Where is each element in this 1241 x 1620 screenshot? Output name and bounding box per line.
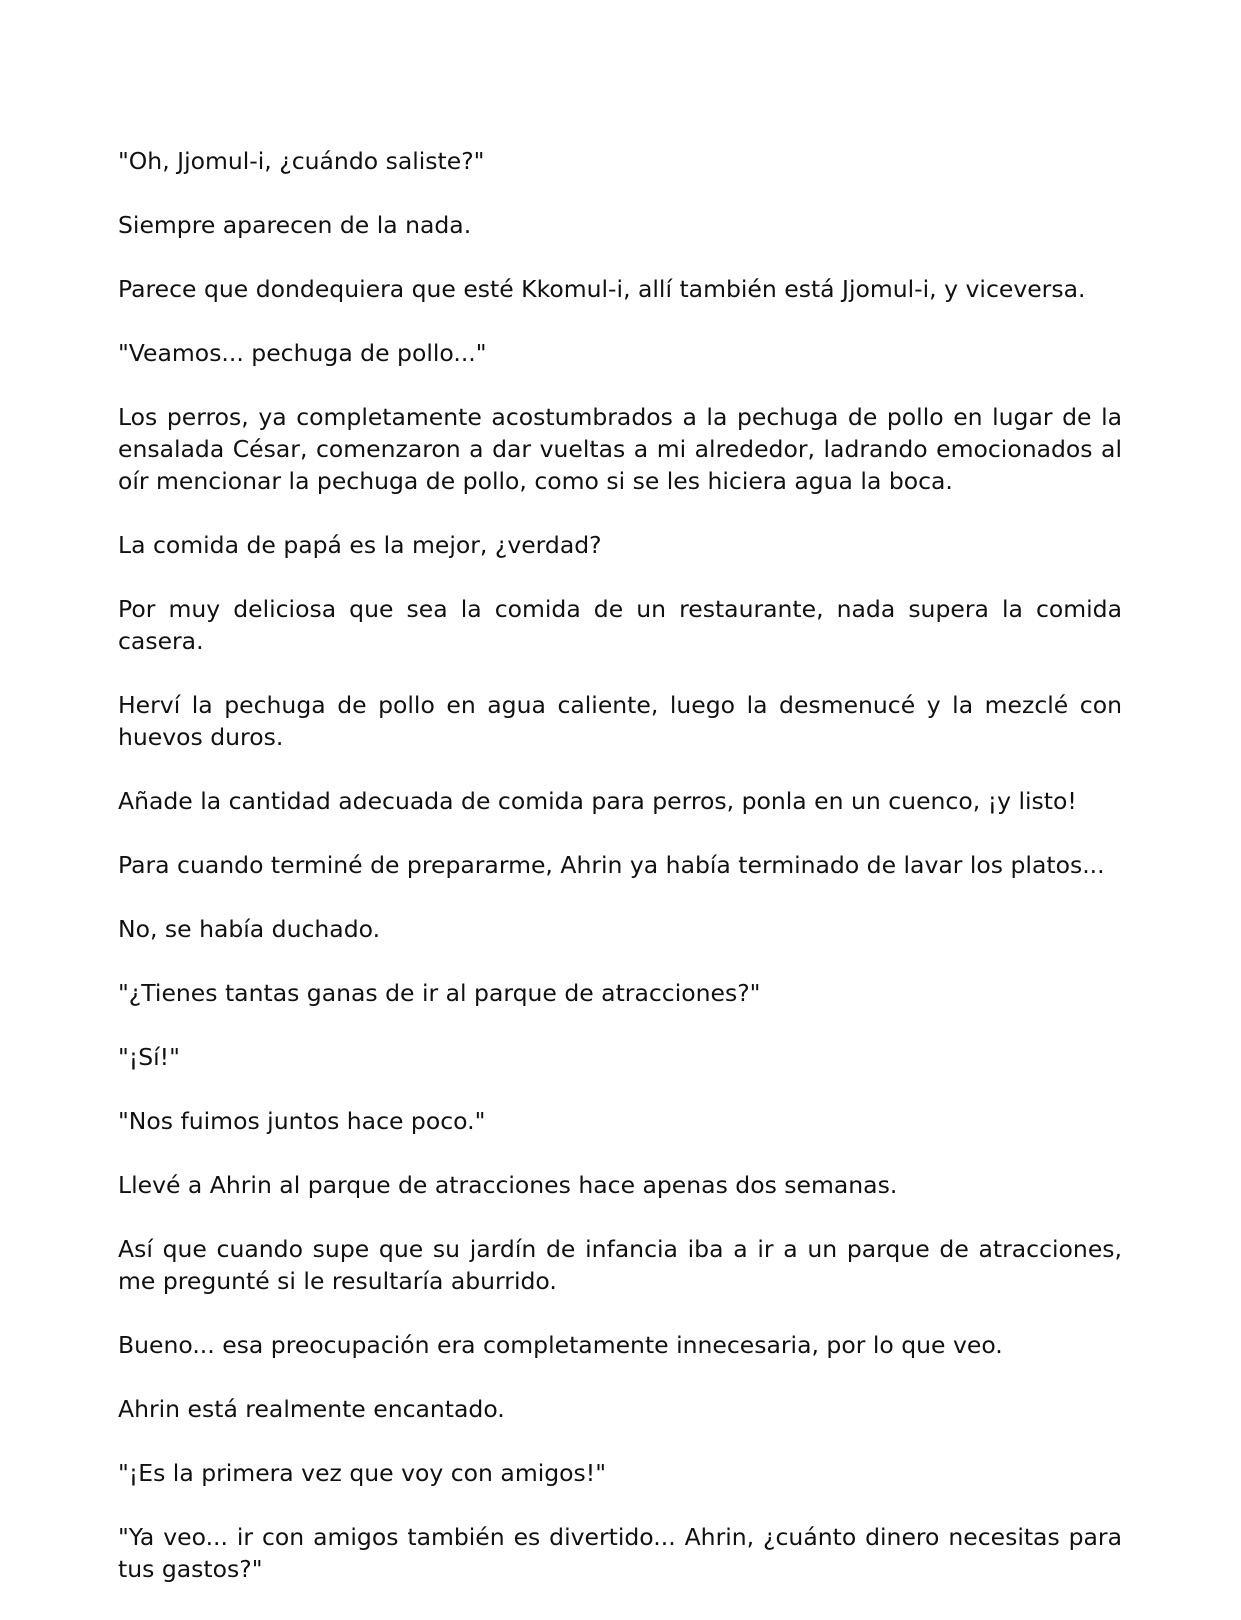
paragraph: "Nos fuimos juntos hace poco." xyxy=(118,1107,486,1135)
paragraph: Ahrin está realmente encantado. xyxy=(118,1395,505,1423)
paragraph: No, se había duchado. xyxy=(118,915,381,943)
paragraph: "Veamos... pechuga de pollo..." xyxy=(118,339,487,367)
paragraph: Así que cuando supe que su jardín de infancia iba a ir a un parque de atracciones, me pregunté si le resultaría aburrido. xyxy=(118,1235,1122,1295)
paragraph: Siempre aparecen de la nada. xyxy=(118,211,472,239)
paragraph: La comida de papá es la mejor, ¿verdad? xyxy=(118,531,602,559)
paragraph: Bueno... esa preocupación era completamente innecesaria, por lo que veo. xyxy=(118,1331,1003,1359)
paragraph: Por muy deliciosa que sea la comida de un restaurante, nada supera la comida casera. xyxy=(118,595,1122,655)
paragraph: "¡Sí!" xyxy=(118,1043,180,1071)
document-body xyxy=(118,145,1122,1617)
paragraph: Los perros, ya completamente acostumbrados a la pechuga de pollo en lugar de la ensalada César, comenzaron a dar vueltas a mi alrededor, ladrando emocionados al oír mencionar la pechuga de pollo, como si se les hiciera agua la boca. xyxy=(118,403,1122,495)
paragraph: "¿Tienes tantas ganas de ir al parque de atracciones?" xyxy=(118,979,761,1007)
paragraph: Llevé a Ahrin al parque de atracciones hace apenas dos semanas. xyxy=(118,1171,898,1199)
paragraph: Para cuando terminé de prepararme, Ahrin ya había terminado de lavar los platos... xyxy=(118,851,1105,879)
paragraph: "Oh, Jjomul-i, ¿cuándo saliste?" xyxy=(118,147,485,175)
paragraph: "Ya veo... ir con amigos también es divertido... Ahrin, ¿cuánto dinero necesitas para tus gastos?" xyxy=(118,1523,1122,1583)
paragraph: Parece que dondequiera que esté Kkomul-i, allí también está Jjomul-i, y viceversa. xyxy=(118,275,1086,303)
paragraph: "¡Es la primera vez que voy con amigos!" xyxy=(118,1459,607,1487)
paragraph: Añade la cantidad adecuada de comida para perros, ponla en un cuenco, ¡y listo! xyxy=(118,787,1077,815)
paragraph: Herví la pechuga de pollo en agua caliente, luego la desmenucé y la mezclé con huevos duros. xyxy=(118,691,1122,751)
